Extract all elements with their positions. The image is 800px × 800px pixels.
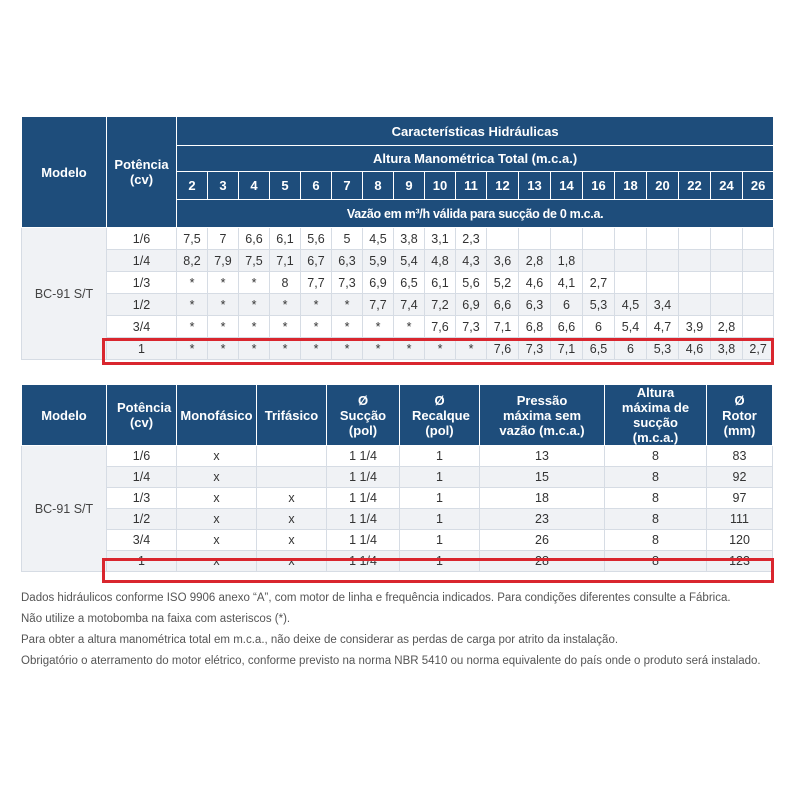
flow-value-cell: 6,9	[363, 272, 394, 294]
flow-value-cell: 3,8	[711, 338, 743, 360]
height-header-cell: 4	[239, 172, 270, 200]
flow-value-cell: *	[332, 316, 363, 338]
flow-value-cell: 5,3	[647, 338, 679, 360]
height-header-cell: 2	[177, 172, 208, 200]
specifications-table	[21, 384, 773, 572]
pressao-cell: 18	[480, 488, 605, 509]
flow-value-cell: 3,6	[487, 250, 519, 272]
flow-value-cell: 6	[583, 316, 615, 338]
potencia-cell: 1/4	[107, 250, 177, 272]
monofasico-cell: x	[177, 488, 257, 509]
rotor-cell: 92	[707, 467, 773, 488]
table-row	[22, 272, 774, 294]
table-row	[22, 551, 773, 572]
height-header-cell: 26	[743, 172, 774, 200]
trifasico-cell: x	[257, 509, 327, 530]
potencia-cell: 1/4	[107, 467, 177, 488]
flow-value-cell: 2,7	[583, 272, 615, 294]
rotor-cell: 83	[707, 446, 773, 467]
col-header-succao: Ø Sucção (pol)	[327, 385, 400, 446]
pressao-cell: 15	[480, 467, 605, 488]
note-2: Não utilize a motobomba na faixa com asteriscos (*).	[21, 613, 291, 625]
flow-value-cell: 3,1	[425, 228, 456, 250]
table-row	[22, 446, 773, 467]
potencia-cell: 1/2	[107, 294, 177, 316]
flow-value-cell: 5	[332, 228, 363, 250]
recalque-cell: 1	[400, 509, 480, 530]
flow-value-cell: 6,1	[270, 228, 301, 250]
trifasico-cell: x	[257, 551, 327, 572]
flow-value-cell: 7,1	[487, 316, 519, 338]
table-row	[22, 530, 773, 551]
flow-value-cell: 6,5	[394, 272, 425, 294]
flow-value-cell: *	[332, 294, 363, 316]
trifasico-cell	[257, 446, 327, 467]
flow-value-cell: 2,7	[743, 338, 774, 360]
height-header-cell: 7	[332, 172, 363, 200]
flow-value-cell: 3,4	[647, 294, 679, 316]
flow-value-cell	[711, 272, 743, 294]
recalque-cell: 1	[400, 467, 480, 488]
succao-cell: 1 1/4	[327, 467, 400, 488]
flow-value-cell: 5,9	[363, 250, 394, 272]
flow-value-cell: *	[456, 338, 487, 360]
flow-value-cell: *	[270, 316, 301, 338]
height-header-cell: 20	[647, 172, 679, 200]
flow-value-cell	[743, 228, 774, 250]
footnotes	[21, 588, 791, 672]
recalque-cell: 1	[400, 551, 480, 572]
flow-value-cell: 5,6	[456, 272, 487, 294]
table-row	[22, 509, 773, 530]
flow-value-cell: 6,5	[583, 338, 615, 360]
height-header-cell: 10	[425, 172, 456, 200]
col-header-rotor: Ø Rotor (mm)	[707, 385, 773, 446]
flow-value-cell: *	[239, 272, 270, 294]
flow-value-cell: 7,1	[551, 338, 583, 360]
col-header-modelo: Modelo	[22, 385, 107, 446]
flow-value-cell: 7,5	[177, 228, 208, 250]
flow-value-cell: 6,6	[239, 228, 270, 250]
potencia-cell: 1/3	[107, 488, 177, 509]
flow-value-cell: 7,6	[425, 316, 456, 338]
col-header-altura-succao: Altura máxima de sucção (m.c.a.)	[605, 385, 707, 446]
table-row	[22, 316, 774, 338]
flow-value-cell: *	[239, 338, 270, 360]
recalque-cell: 1	[400, 488, 480, 509]
monofasico-cell: x	[177, 509, 257, 530]
flow-value-cell	[679, 228, 711, 250]
flow-value-cell	[615, 228, 647, 250]
flow-value-cell: *	[208, 316, 239, 338]
flow-value-cell	[711, 250, 743, 272]
flow-value-cell: 4,6	[679, 338, 711, 360]
flow-value-cell	[519, 228, 551, 250]
table-row	[22, 488, 773, 509]
flow-value-cell: 5,2	[487, 272, 519, 294]
rotor-cell: 120	[707, 530, 773, 551]
flow-value-cell: 3,8	[394, 228, 425, 250]
flow-value-cell	[711, 294, 743, 316]
flow-value-cell: 2,8	[519, 250, 551, 272]
flow-value-cell: 4,1	[551, 272, 583, 294]
flow-value-cell: 7,3	[519, 338, 551, 360]
flow-value-cell: *	[177, 272, 208, 294]
flow-value-cell: *	[270, 338, 301, 360]
table-row	[22, 467, 773, 488]
flow-value-cell: 4,6	[519, 272, 551, 294]
header-caracteristicas: Características Hidráulicas	[177, 117, 774, 146]
altura-succao-cell: 8	[605, 530, 707, 551]
trifasico-cell: x	[257, 488, 327, 509]
flow-value-cell: 7	[208, 228, 239, 250]
col-header-potencia: Potência (cv)	[107, 385, 177, 446]
potencia-cell: 1/2	[107, 509, 177, 530]
flow-value-cell: 6,8	[519, 316, 551, 338]
flow-value-cell: 4,5	[363, 228, 394, 250]
height-header-cell: 9	[394, 172, 425, 200]
height-header-cell: 5	[270, 172, 301, 200]
flow-value-cell: *	[177, 316, 208, 338]
flow-value-cell: 7,7	[301, 272, 332, 294]
flow-value-cell: 7,4	[394, 294, 425, 316]
height-header-cell: 18	[615, 172, 647, 200]
flow-value-cell	[743, 316, 774, 338]
flow-value-cell	[647, 228, 679, 250]
flow-value-cell: 7,2	[425, 294, 456, 316]
table-row	[22, 228, 774, 250]
flow-value-cell: *	[301, 338, 332, 360]
rotor-cell: 111	[707, 509, 773, 530]
flow-value-cell: 7,6	[487, 338, 519, 360]
flow-value-cell	[647, 250, 679, 272]
flow-value-cell: 7,5	[239, 250, 270, 272]
flow-value-cell: *	[332, 338, 363, 360]
hydraulic-characteristics-table	[21, 116, 774, 360]
flow-value-cell	[743, 294, 774, 316]
flow-value-cell: *	[394, 338, 425, 360]
flow-value-cell: *	[301, 294, 332, 316]
note-4: Obrigatório o aterramento do motor elétrico, conforme previsto na norma NBR 5410 ou norma equivalente do país onde o produto será instalado.	[21, 655, 761, 667]
flow-value-cell: *	[363, 338, 394, 360]
height-header-cell: 12	[487, 172, 519, 200]
potencia-cell: 1	[107, 551, 177, 572]
potencia-cell: 1/6	[107, 446, 177, 467]
flow-value-cell: *	[425, 338, 456, 360]
height-header-cell: 14	[551, 172, 583, 200]
flow-value-cell: *	[239, 316, 270, 338]
monofasico-cell: x	[177, 467, 257, 488]
flow-value-cell: 3,9	[679, 316, 711, 338]
succao-cell: 1 1/4	[327, 530, 400, 551]
flow-value-cell: 8,2	[177, 250, 208, 272]
pressao-cell: 23	[480, 509, 605, 530]
model-name: BC-91 S/T	[22, 446, 107, 572]
flow-value-cell: 6,7	[301, 250, 332, 272]
height-header-cell: 8	[363, 172, 394, 200]
height-header-cell: 24	[711, 172, 743, 200]
header-vazao: Vazão em m³/h válida para sucção de 0 m.c.a.	[177, 200, 774, 228]
flow-value-cell: 2,3	[456, 228, 487, 250]
succao-cell: 1 1/4	[327, 446, 400, 467]
flow-value-cell	[551, 228, 583, 250]
col-header-trifasico: Trifásico	[257, 385, 327, 446]
flow-value-cell	[615, 250, 647, 272]
flow-value-cell	[583, 250, 615, 272]
flow-value-cell	[487, 228, 519, 250]
flow-value-cell: 6,6	[551, 316, 583, 338]
col-header-pressao: Pressão máxima sem vazão (m.c.a.)	[480, 385, 605, 446]
height-header-cell: 16	[583, 172, 615, 200]
succao-cell: 1 1/4	[327, 509, 400, 530]
recalque-cell: 1	[400, 446, 480, 467]
flow-value-cell: 6	[551, 294, 583, 316]
flow-value-cell: 7,7	[363, 294, 394, 316]
potencia-cell: 1/3	[107, 272, 177, 294]
potencia-cell: 3/4	[107, 530, 177, 551]
flow-value-cell	[711, 228, 743, 250]
flow-value-cell: *	[394, 316, 425, 338]
flow-value-cell: 6	[615, 338, 647, 360]
altura-succao-cell: 8	[605, 509, 707, 530]
altura-succao-cell: 8	[605, 551, 707, 572]
flow-value-cell: 5,3	[583, 294, 615, 316]
flow-value-cell: 7,1	[270, 250, 301, 272]
flow-value-cell: 8	[270, 272, 301, 294]
flow-value-cell	[647, 272, 679, 294]
flow-value-cell: 4,5	[615, 294, 647, 316]
flow-value-cell: 7,3	[456, 316, 487, 338]
flow-value-cell	[615, 272, 647, 294]
flow-value-cell: 6,1	[425, 272, 456, 294]
flow-value-cell	[743, 250, 774, 272]
col-header-potencia: Potência (cv)	[107, 117, 177, 228]
flow-value-cell: 6,3	[332, 250, 363, 272]
flow-value-cell	[679, 272, 711, 294]
flow-value-cell: 6,6	[487, 294, 519, 316]
table-row	[22, 338, 774, 360]
flow-value-cell: *	[208, 294, 239, 316]
recalque-cell: 1	[400, 530, 480, 551]
flow-value-cell	[743, 272, 774, 294]
height-header-cell: 13	[519, 172, 551, 200]
flow-value-cell: *	[177, 294, 208, 316]
height-header-cell: 11	[456, 172, 487, 200]
flow-value-cell: 4,8	[425, 250, 456, 272]
col-header-modelo: Modelo	[22, 117, 107, 228]
flow-value-cell: *	[177, 338, 208, 360]
header-altura-manometrica: Altura Manométrica Total (m.c.a.)	[177, 146, 774, 172]
col-header-monofasico: Monofásico	[177, 385, 257, 446]
flow-value-cell: 4,7	[647, 316, 679, 338]
monofasico-cell: x	[177, 530, 257, 551]
flow-value-cell	[679, 250, 711, 272]
pressao-cell: 13	[480, 446, 605, 467]
flow-value-cell: 2,8	[711, 316, 743, 338]
height-header-cell: 3	[208, 172, 239, 200]
potencia-cell: 1/6	[107, 228, 177, 250]
trifasico-cell	[257, 467, 327, 488]
pressao-cell: 28	[480, 551, 605, 572]
flow-value-cell: *	[363, 316, 394, 338]
flow-value-cell: *	[208, 272, 239, 294]
pressao-cell: 26	[480, 530, 605, 551]
altura-succao-cell: 8	[605, 446, 707, 467]
flow-value-cell: 5,4	[615, 316, 647, 338]
rotor-cell: 97	[707, 488, 773, 509]
note-3: Para obter a altura manométrica total em m.c.a., não deixe de considerar as perdas de carga por atrito da instalação.	[21, 634, 619, 646]
altura-succao-cell: 8	[605, 488, 707, 509]
flow-value-cell: 7,9	[208, 250, 239, 272]
trifasico-cell: x	[257, 530, 327, 551]
altura-succao-cell: 8	[605, 467, 707, 488]
rotor-cell: 123	[707, 551, 773, 572]
model-name: BC-91 S/T	[22, 228, 107, 360]
flow-value-cell: 7,3	[332, 272, 363, 294]
succao-cell: 1 1/4	[327, 551, 400, 572]
col-header-recalque: Ø Recalque (pol)	[400, 385, 480, 446]
potencia-cell: 3/4	[107, 316, 177, 338]
flow-value-cell: 6,9	[456, 294, 487, 316]
flow-value-cell: *	[239, 294, 270, 316]
monofasico-cell: x	[177, 446, 257, 467]
flow-value-cell: *	[270, 294, 301, 316]
flow-value-cell: 5,6	[301, 228, 332, 250]
flow-value-cell: *	[301, 316, 332, 338]
monofasico-cell: x	[177, 551, 257, 572]
succao-cell: 1 1/4	[327, 488, 400, 509]
flow-value-cell: 4,3	[456, 250, 487, 272]
height-header-cell: 6	[301, 172, 332, 200]
height-header-cell: 22	[679, 172, 711, 200]
flow-value-cell	[679, 294, 711, 316]
flow-value-cell: 5,4	[394, 250, 425, 272]
table-row	[22, 250, 774, 272]
potencia-cell: 1	[107, 338, 177, 360]
table-row	[22, 294, 774, 316]
note-1: Dados hidráulicos conforme ISO 9906 anexo “A”, com motor de linha e frequência indicados. Para condições diferentes consulte a Fábrica.	[21, 592, 731, 604]
flow-value-cell: *	[208, 338, 239, 360]
flow-value-cell: 6,3	[519, 294, 551, 316]
flow-value-cell: 1,8	[551, 250, 583, 272]
flow-value-cell	[583, 228, 615, 250]
